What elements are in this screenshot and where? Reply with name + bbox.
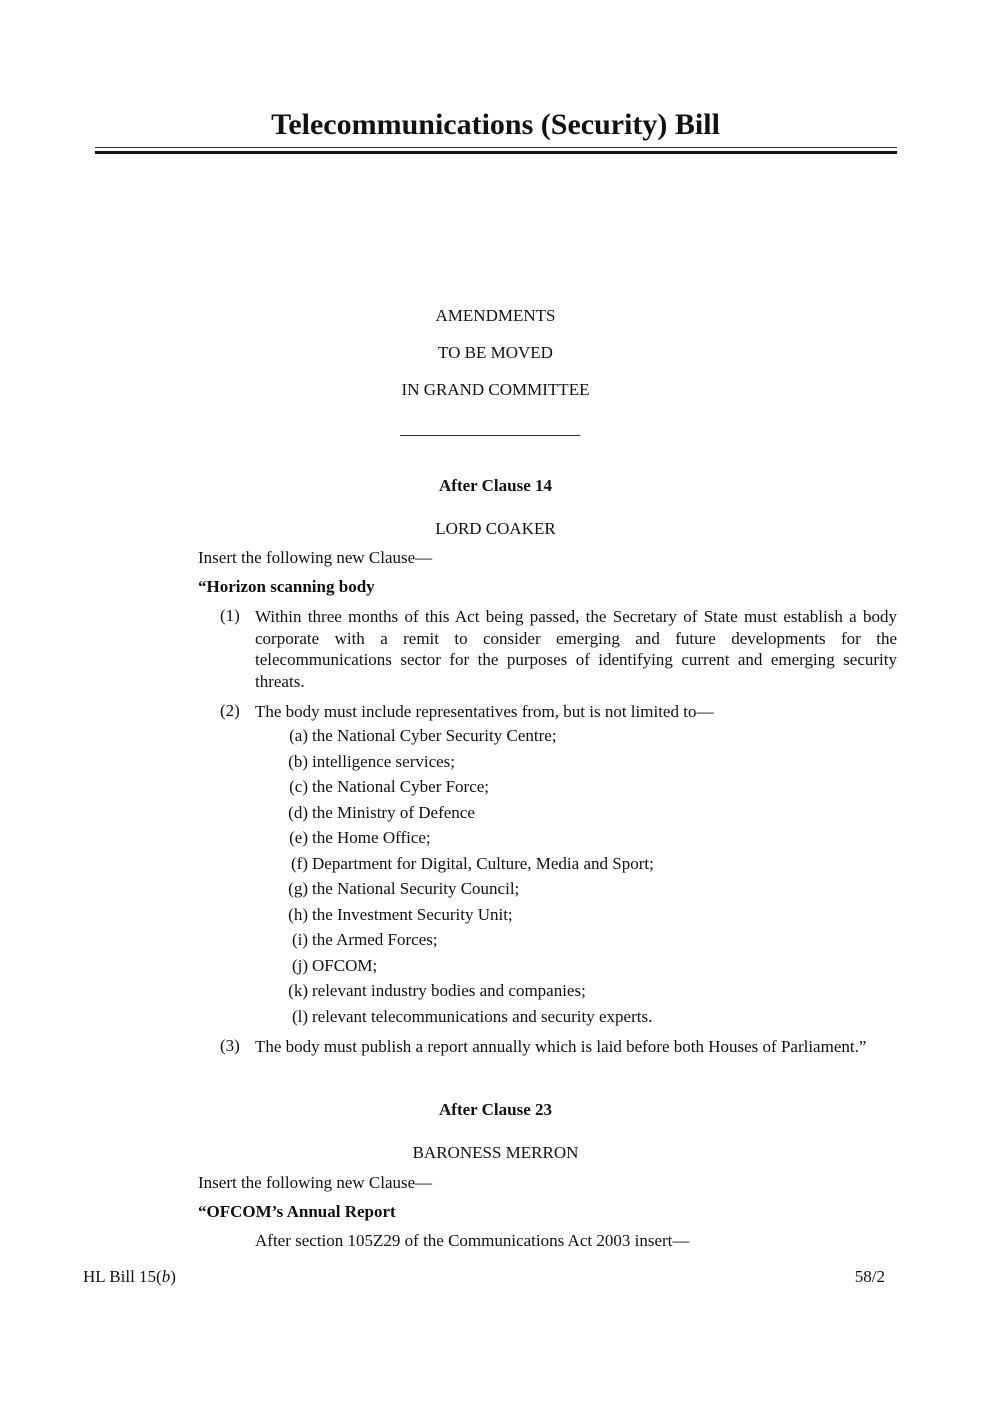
item-letter: (e) [289,828,308,847]
item-text: the National Cyber Force; [312,777,490,796]
amendment-2-clause-title: “OFCOM’s Annual Report [198,1202,396,1221]
item-text: OFCOM; [312,955,378,975]
bill-title: Telecommunications (Security) Bill [271,108,720,141]
item-letter: (k) [288,981,308,1000]
heading-line-3: IN GRAND COMMITTEE [401,380,590,399]
item-text: the Ministry of Defence [312,802,475,822]
representatives-list [268,726,768,1032]
item-text: the Armed Forces; [312,930,438,949]
item-letter: (b) [288,751,308,771]
item-text: the Investment Security Unit; [312,904,513,924]
item-letter: (a) [289,726,308,745]
item-text: relevant telecommunications and security experts. [312,1006,653,1026]
subsection-text: The body must include representatives from, but is not limited to— [255,702,714,721]
heading-line-1: AMENDMENTS [435,306,556,325]
list-item [268,854,768,880]
list-item [268,828,768,854]
item-letter: (i) [291,930,308,949]
title-rule-thin [95,147,897,148]
subsection-number: (2) [220,701,240,720]
list-item [268,981,768,1007]
item-text: intelligence services; [312,751,456,771]
subsection-number: (1) [220,606,240,625]
subsection-2 [220,701,897,723]
subsection-number: (3) [220,1036,240,1055]
list-item [268,879,768,905]
subsection-3 [220,1036,897,1058]
item-letter: (g) [288,879,308,898]
subsection-text: Within three months of this Act being passed, the Secretary of State must establish a body corporate with a remit to consider emerging and future developments for the telecommunications sector for the purposes of identifying current and emerging security threats. [255,607,897,691]
amendment-1-insert: Insert the following new Clause— [198,548,433,567]
list-item [268,726,768,752]
section-divider [400,435,580,436]
item-text: relevant industry bodies and companies; [312,981,586,1000]
item-letter: (c) [289,777,308,796]
item-text: the National Cyber Security Centre; [312,726,557,745]
bill-ref-prefix: HL Bill 15( [83,1267,162,1286]
item-text: Department for Digital, Culture, Media and Sport; [312,853,654,873]
list-item [268,1007,768,1033]
amendment-2-location: After Clause 23 [439,1100,552,1119]
title-rule-thick [95,151,897,154]
subsection-text: The body must publish a report annually which is laid before both Houses of Parliament.” [255,1037,867,1056]
amendment-2-mover: BARONESS MERRON [412,1143,579,1162]
list-item [268,803,768,829]
item-text: the National Security Council; [312,879,520,898]
list-item [268,956,768,982]
list-item [268,752,768,778]
item-letter: (h) [288,904,308,924]
amendment-1-mover: LORD COAKER [435,519,556,538]
page-number: 58/2 [854,1267,885,1286]
item-letter: (l) [291,1006,308,1026]
amendment-1-clause-title: “Horizon scanning body [198,577,375,596]
list-item [268,905,768,931]
heading-line-2: TO BE MOVED [438,343,553,362]
item-text: the Home Office; [312,828,431,847]
list-item [268,930,768,956]
item-letter: (d) [288,802,308,822]
list-item [268,777,768,803]
amendment-2-text: After section 105Z29 of the Communications Act 2003 insert— [255,1231,690,1250]
bill-ref-suffix: ) [170,1267,176,1286]
item-letter: (f) [291,853,308,873]
amendment-2-insert: Insert the following new Clause— [198,1173,433,1192]
bill-ref-letter: b [161,1267,171,1286]
item-letter: (j) [291,955,308,975]
bill-reference [83,1267,176,1287]
subsection-1 [220,606,897,692]
amendment-1-location: After Clause 14 [439,476,552,495]
